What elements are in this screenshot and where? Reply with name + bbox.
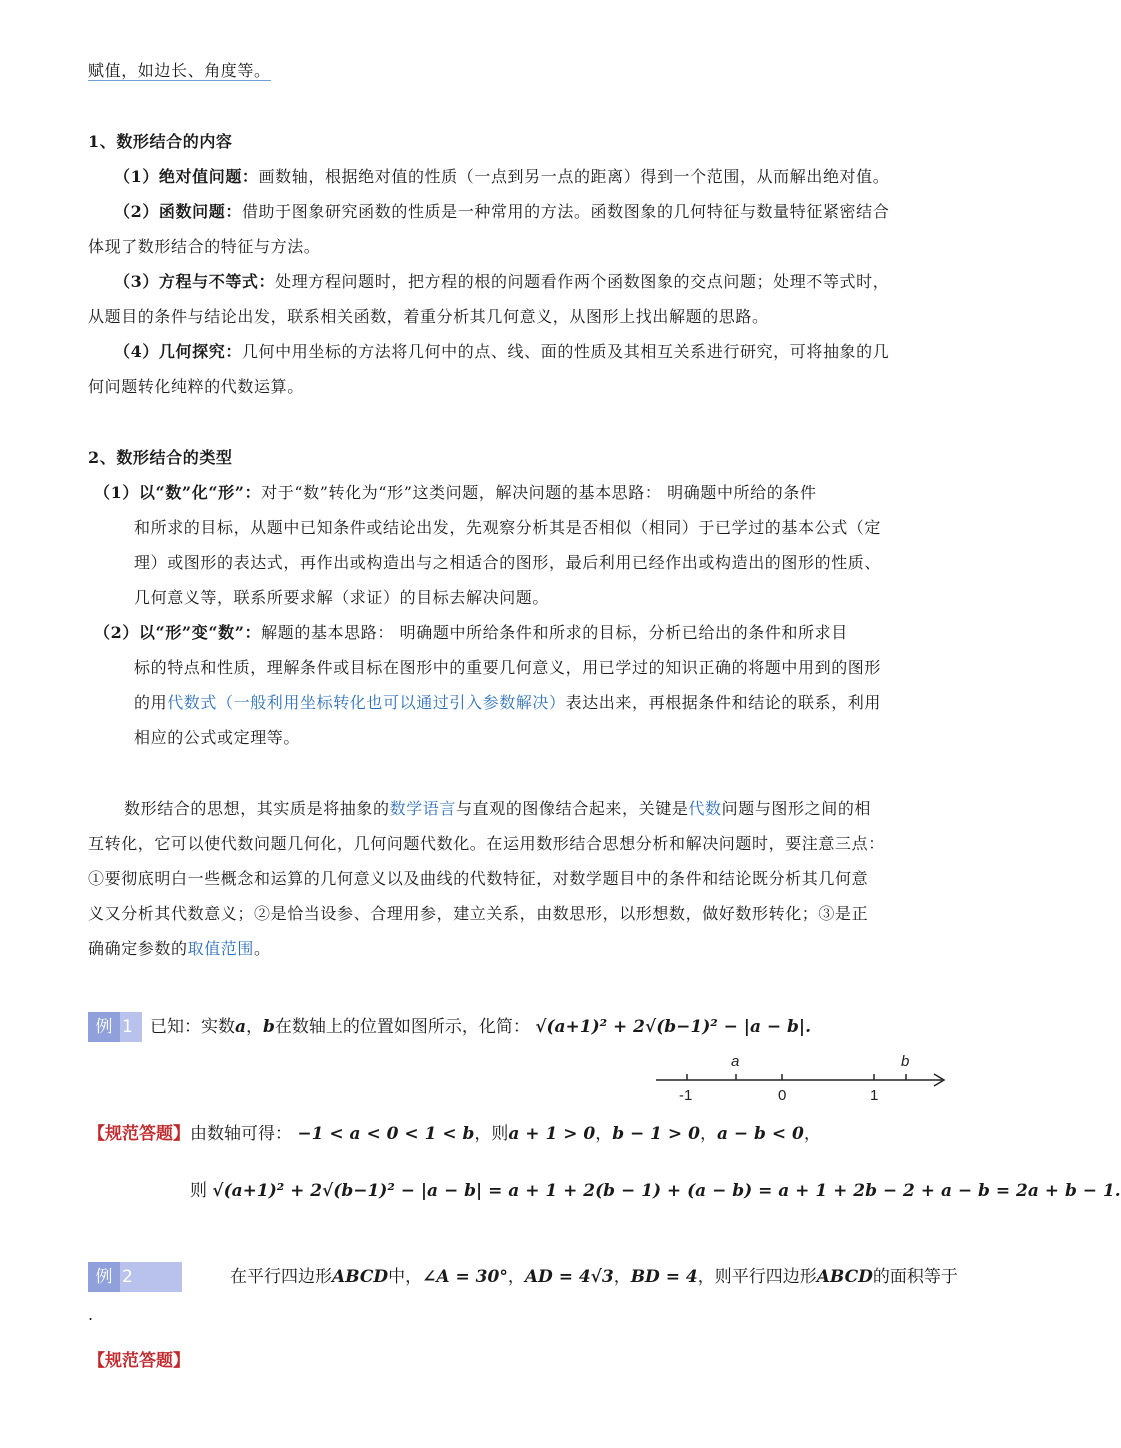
- item4-label: （4）几何探究：: [114, 342, 242, 361]
- ex1-answer-label: 【规范答题】: [88, 1124, 190, 1144]
- point-label-b: b: [901, 1053, 910, 1070]
- item4-text-cont: 何问题转化纯粹的代数运算。: [88, 377, 304, 396]
- link-math-language[interactable]: 数学语言: [389, 799, 457, 818]
- example2-question: [230, 1266, 958, 1288]
- ex2-text-d: 的面积等于: [872, 1267, 958, 1287]
- tick-label-0: 0: [778, 1087, 787, 1104]
- example1-badge-label: 例: [88, 1012, 120, 1042]
- ex1-var-a: a: [235, 1017, 247, 1037]
- ex1-ans-math1: −1 < a < 0 < 1 < b: [297, 1124, 475, 1144]
- example2-blank-dot: .: [88, 1305, 94, 1324]
- type1-text1: 对于“数”转化为“形”这类问题，解决问题的基本思路： 明确题中所给的条件: [261, 483, 817, 502]
- type1-line4: 几何意义等，联系所要求解（求证）的目标去解决问题。: [134, 588, 550, 607]
- ex1-expression: √(a+1)² + 2√(b−1)² − |a − b|: [535, 1017, 806, 1037]
- section1-item3: [114, 271, 889, 293]
- example1-answer-line2: [190, 1180, 1121, 1202]
- ex2-math3: AD = 4√3: [524, 1267, 614, 1287]
- ex2-math4: BD = 4: [630, 1267, 698, 1287]
- example2-badge: [88, 1262, 182, 1292]
- type2-line1: [94, 622, 848, 644]
- ex1-sep: ，: [246, 1017, 264, 1037]
- item2-label: （2）函数问题：: [114, 202, 242, 221]
- item2-text-cont: 体现了数形结合的特征与方法。: [88, 237, 321, 256]
- ex2-sep2: ，: [613, 1267, 631, 1287]
- ex1-ans2-math: √(a+1)² + 2√(b−1)² − |a − b| = a + 1 + 2(b − 1) + (a − b) = a + 1 + 2b − 2 + a − b = 2a + b − 1: [212, 1181, 1115, 1201]
- top-line-text: 赋值，如边长、角度等。: [88, 61, 271, 80]
- item3-label: （3）方程与不等式：: [114, 272, 276, 291]
- ex1-ans-text-a: 由数轴可得：: [190, 1124, 292, 1144]
- item3-text-cont: 从题目的条件与结论出发，联系相关函数，着重分析其几何意义，从图形上找出解题的思路。: [88, 307, 769, 326]
- ex2-text-b: 中，: [388, 1267, 423, 1287]
- tick-label-1: 1: [870, 1087, 879, 1104]
- point-label-a: a: [731, 1053, 740, 1070]
- number-line: [650, 1046, 952, 1104]
- summary-text5a: 确确定参数的: [88, 939, 188, 958]
- top-line: [88, 60, 271, 82]
- example2-badge-label: 例: [88, 1262, 120, 1292]
- ex1-ans2-end: .: [1114, 1181, 1121, 1201]
- ex1-expr-end: .: [805, 1017, 812, 1037]
- type2-text1: 解题的基本思路： 明确题中所给条件和所求的目标，分析已给出的条件和所求目: [261, 623, 848, 642]
- ex1-ans-text-e: ，: [803, 1124, 821, 1144]
- ex1-ans2-text: 则: [190, 1181, 207, 1201]
- section2-heading: 2、数形结合的类型: [88, 448, 233, 467]
- type2-text3a: 的用: [134, 693, 168, 712]
- ex1-ans-text-b: ，则: [474, 1124, 509, 1144]
- summary-line3: ①要彻底明白一些概念和运算的几何意义以及曲线的代数特征，对数学题目中的条件和结论既分析其几何意: [88, 869, 869, 888]
- ex1-ans-math2: a + 1 > 0: [508, 1124, 596, 1144]
- ex2-math2: ∠A = 30°: [422, 1267, 508, 1287]
- summary-line2: 互转化，它可以使代数问题几何化，几何问题代数化。在运用数形结合思想分析和解决问题时，要注意三点：: [88, 834, 885, 853]
- ex2-answer-label: 【规范答题】: [88, 1351, 190, 1371]
- section1-item2: [114, 201, 889, 223]
- type2-line4: 相应的公式或定理等。: [134, 728, 301, 747]
- link-algebraic-expression[interactable]: 代数式（一般利用坐标转化也可以通过引入参数解决）: [167, 693, 566, 712]
- link-value-range[interactable]: 取值范围: [187, 939, 255, 958]
- ex1-text-b: 在数轴上的位置如图所示，化简：: [274, 1017, 530, 1037]
- type1-line3: 理）或图形的表达式，再作出或构造出与之相适合的图形，最后利用已经作出或构造出的图形的性质、: [134, 553, 882, 572]
- type2-label: （2）以“形”变“数”：: [94, 623, 262, 642]
- ex2-sep1: ，: [507, 1267, 525, 1287]
- item1-label: （1）绝对值问题：: [114, 167, 259, 186]
- ex1-text-a: 已知：实数: [150, 1017, 235, 1037]
- item4-text: 几何中用坐标的方法将几何中的点、线、面的性质及其相互关系进行研究，可将抽象的几: [241, 342, 890, 361]
- link-algebra[interactable]: 代数: [688, 799, 722, 818]
- ex1-ans-math3: b − 1 > 0: [612, 1124, 700, 1144]
- example1-badge: [88, 1012, 142, 1042]
- ex1-ans-text-c: ，: [595, 1124, 613, 1144]
- ex2-math1: ABCD: [332, 1267, 389, 1287]
- item3-text: 处理方程问题时，把方程的根的问题看作两个函数图象的交点问题；处理不等式时，: [275, 272, 890, 291]
- item2-text: 借助于图象研究函数的性质是一种常用的方法。函数图象的几何特征与数量特征紧密结合: [241, 202, 890, 221]
- section1-item4: [114, 341, 889, 363]
- type1-line1: [94, 482, 817, 504]
- example1-badge-number: 1: [120, 1012, 142, 1042]
- section1-heading: 1、数形结合的内容: [88, 132, 233, 151]
- summary-text1a: 数形结合的思想，其实质是将抽象的: [124, 799, 390, 818]
- summary-text1c: 问题与图形之间的相: [721, 799, 872, 818]
- example1-question: [150, 1016, 811, 1038]
- summary-line5: [88, 938, 271, 960]
- section1-item1: [114, 166, 889, 188]
- ex2-text-a: 在平行四边形: [230, 1267, 332, 1287]
- type1-label: （1）以“数”化“形”：: [94, 483, 262, 502]
- item1-text: 画数轴，根据绝对值的性质（一点到另一点的距离）得到一个范围，从而解出绝对值。: [258, 167, 890, 186]
- summary-line1: [124, 798, 871, 820]
- example2-badge-number: 2: [120, 1262, 182, 1292]
- type2-line3: [134, 692, 881, 714]
- example2-answer-line: [88, 1350, 190, 1372]
- type2-text3b: 表达出来，再根据条件和结论的联系，利用: [565, 693, 882, 712]
- tick-label-minus1: -1: [679, 1087, 693, 1104]
- type1-line2: 和所求的目标，从题中已知条件或结论出发，先观察分析其是否相似（相同）于已学过的基本公式（定: [134, 518, 882, 537]
- summary-text1b: 与直观的图像结合起来，关键是: [456, 799, 689, 818]
- ex2-math5: ABCD: [816, 1267, 873, 1287]
- ex2-text-c: ，则平行四边形: [697, 1267, 817, 1287]
- type2-line2: 标的特点和性质，理解条件或目标在图形中的重要几何意义，用已学过的知识正确的将题中用到的图形: [134, 658, 882, 677]
- example1-answer-line1: [88, 1123, 821, 1145]
- ex1-var-b: b: [263, 1017, 275, 1037]
- summary-line4: 义又分析其代数意义；②是恰当设参、合理用参，建立关系，由数思形，以形想数，做好数形转化；③是正: [88, 904, 869, 923]
- ex1-ans-text-d: ，: [699, 1124, 717, 1144]
- ex1-ans-math4: a − b < 0: [716, 1124, 804, 1144]
- summary-text5b: 。: [254, 939, 271, 958]
